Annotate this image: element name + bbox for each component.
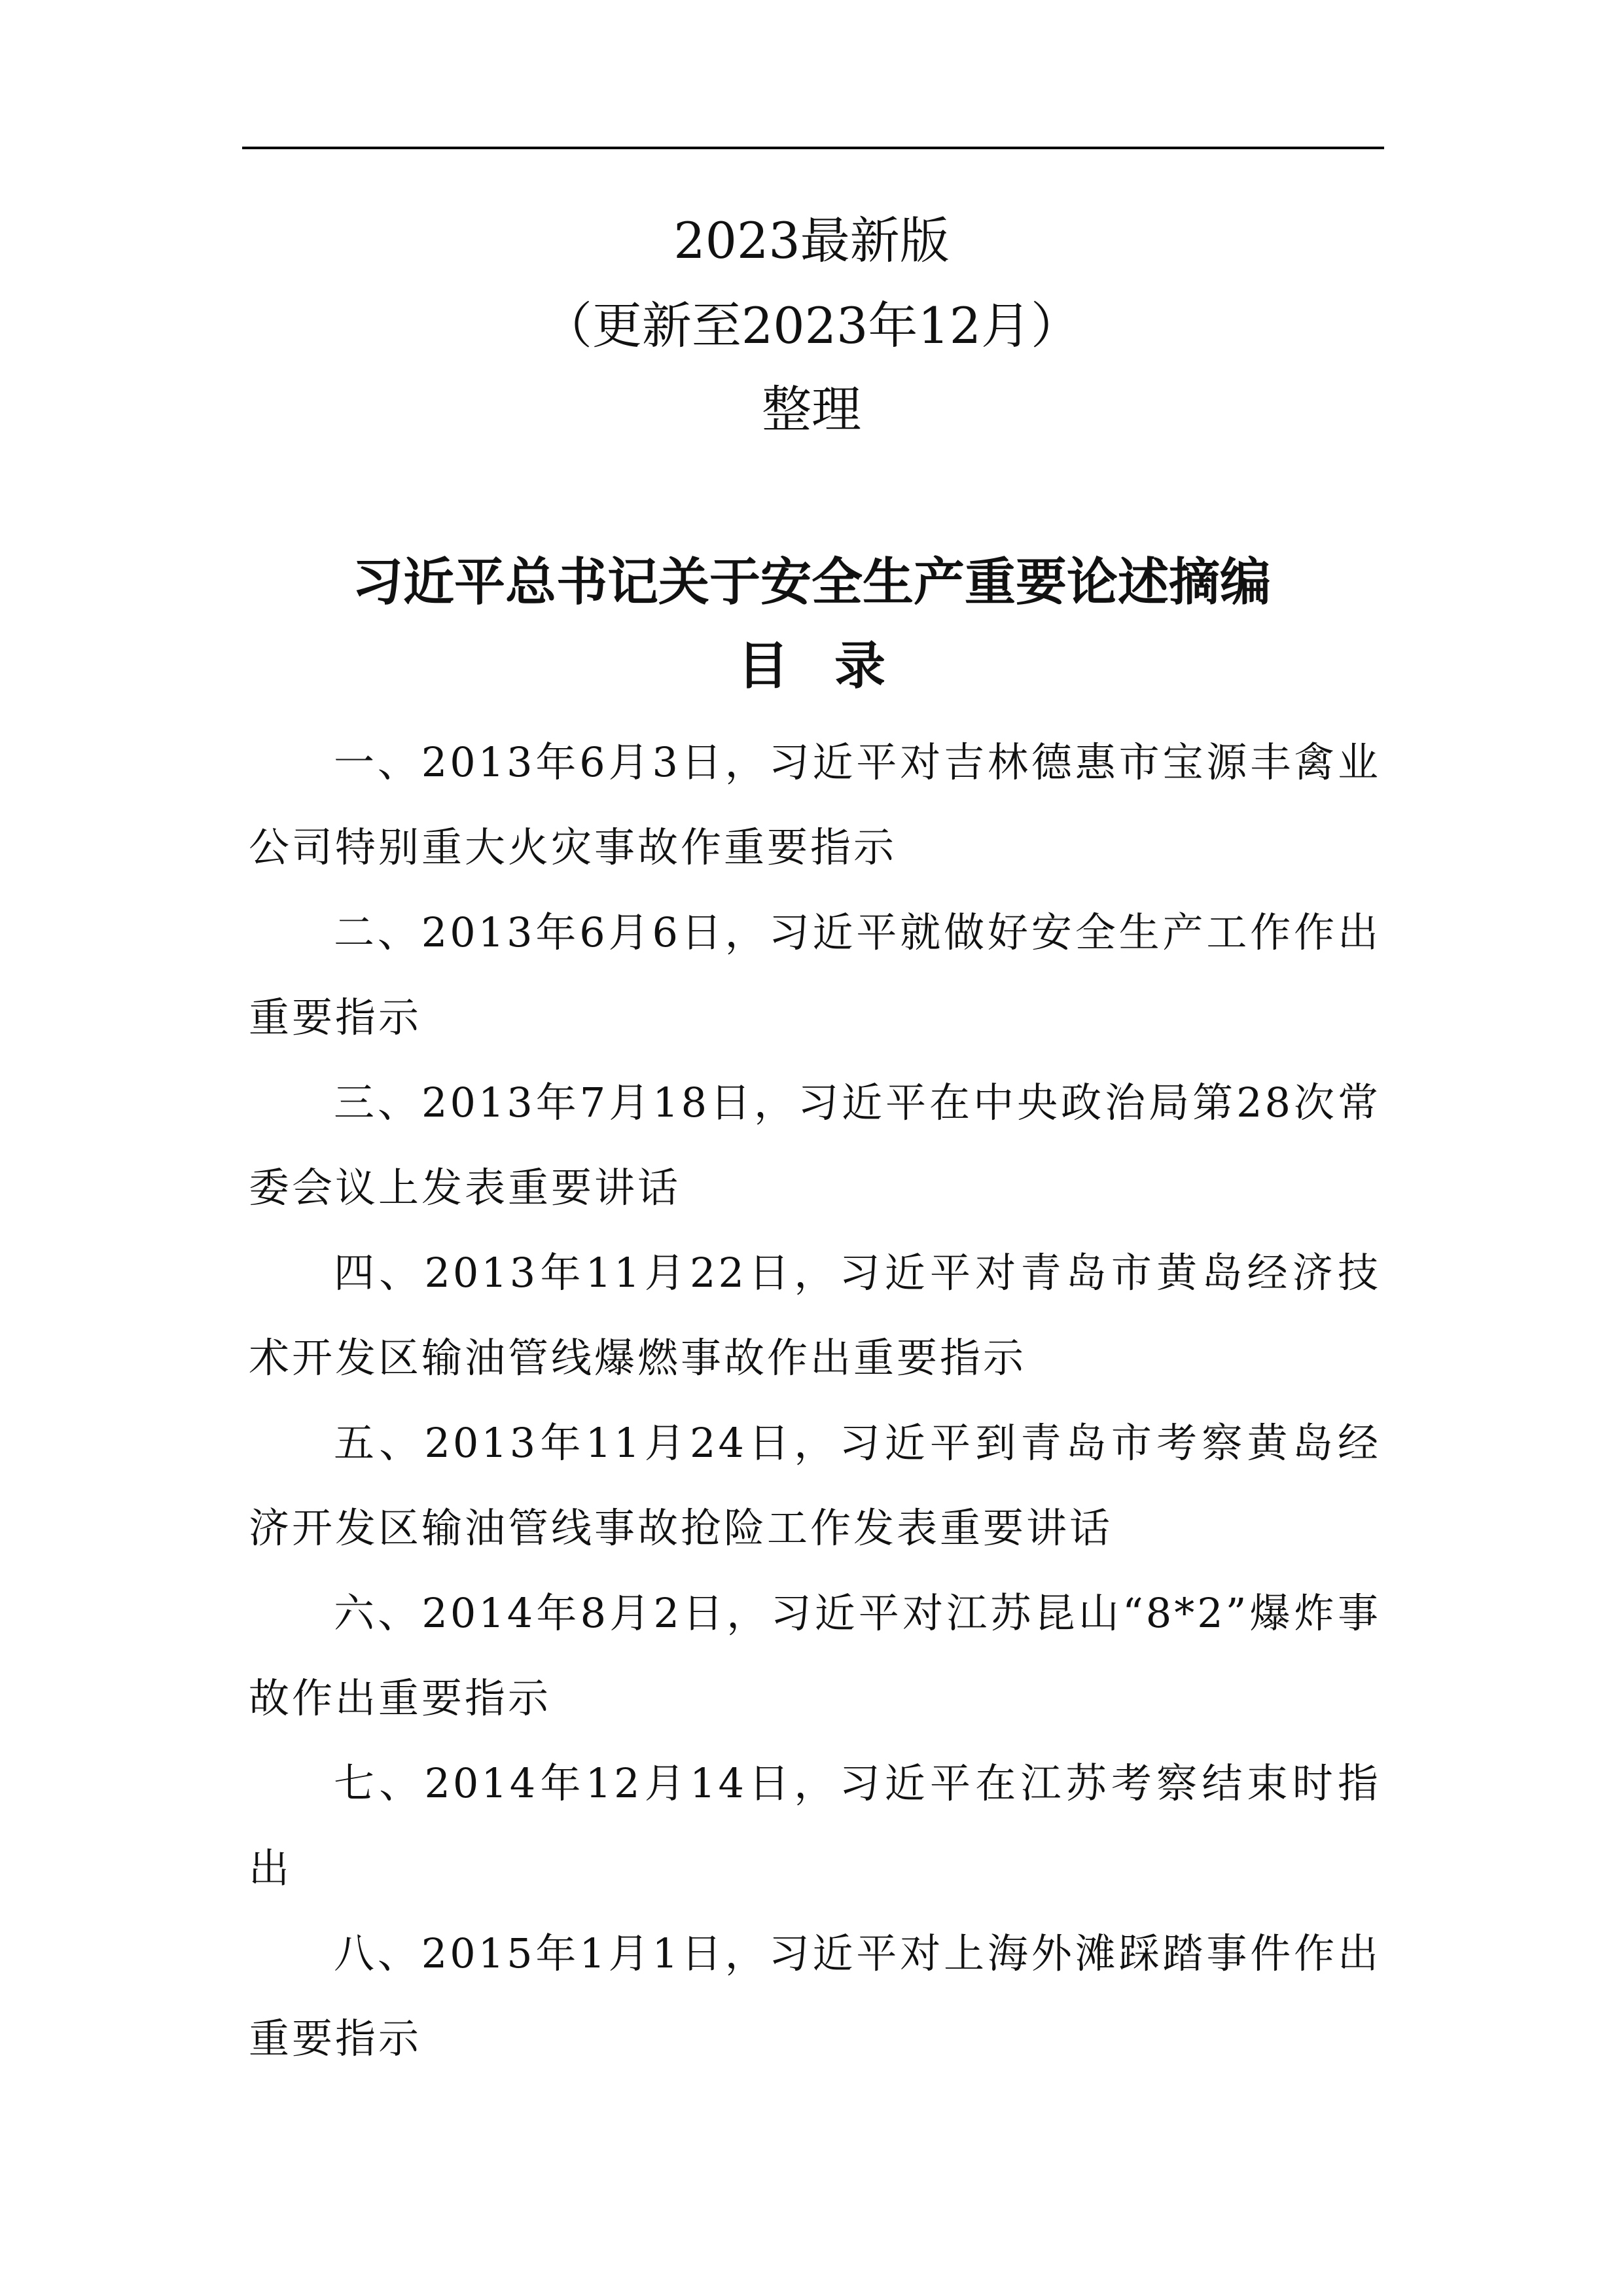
- toc-item: 五、2013年11月24日，习近平到青岛市考察黄岛经济开发区输油管线事故抢险工作发表重要讲话: [249, 1419, 1381, 1552]
- toc-item: 七、2014年12月14日，习近平在江苏考察结束时指出: [249, 1759, 1381, 1892]
- toc-item: 六、2014年8月2日，习近平对江苏昆山“8*2”爆炸事故作出重要指示: [249, 1589, 1381, 1722]
- table-of-contents: [249, 720, 1381, 2081]
- update-note: （更新至2023年12月）: [542, 296, 1081, 355]
- toc-item: 一、2013年6月3日，习近平对吉林德惠市宝源丰禽业公司特别重大火灾事故作重要指示: [249, 738, 1381, 871]
- toc-heading: 目录: [737, 637, 931, 696]
- toc-item: 二、2013年6月6日，习近平就做好安全生产工作作出重要指示: [249, 908, 1381, 1041]
- compiled-label: 整理: [762, 380, 861, 439]
- toc-item: 三、2013年7月18日，习近平在中央政治局第28次常委会议上发表重要讲话: [249, 1079, 1381, 1211]
- header-rule: [242, 147, 1384, 149]
- document-title: 习近平总书记关于安全生产重要论述摘编: [351, 553, 1271, 612]
- toc-item: 八、2015年1月1日，习近平对上海外滩踩踏事件作出重要指示: [249, 1929, 1381, 2062]
- edition-label: 2023最新版: [673, 211, 950, 270]
- toc-item: 四、2013年11月22日，习近平对青岛市黄岛经济技术开发区输油管线爆燃事故作出重要指示: [249, 1249, 1381, 1382]
